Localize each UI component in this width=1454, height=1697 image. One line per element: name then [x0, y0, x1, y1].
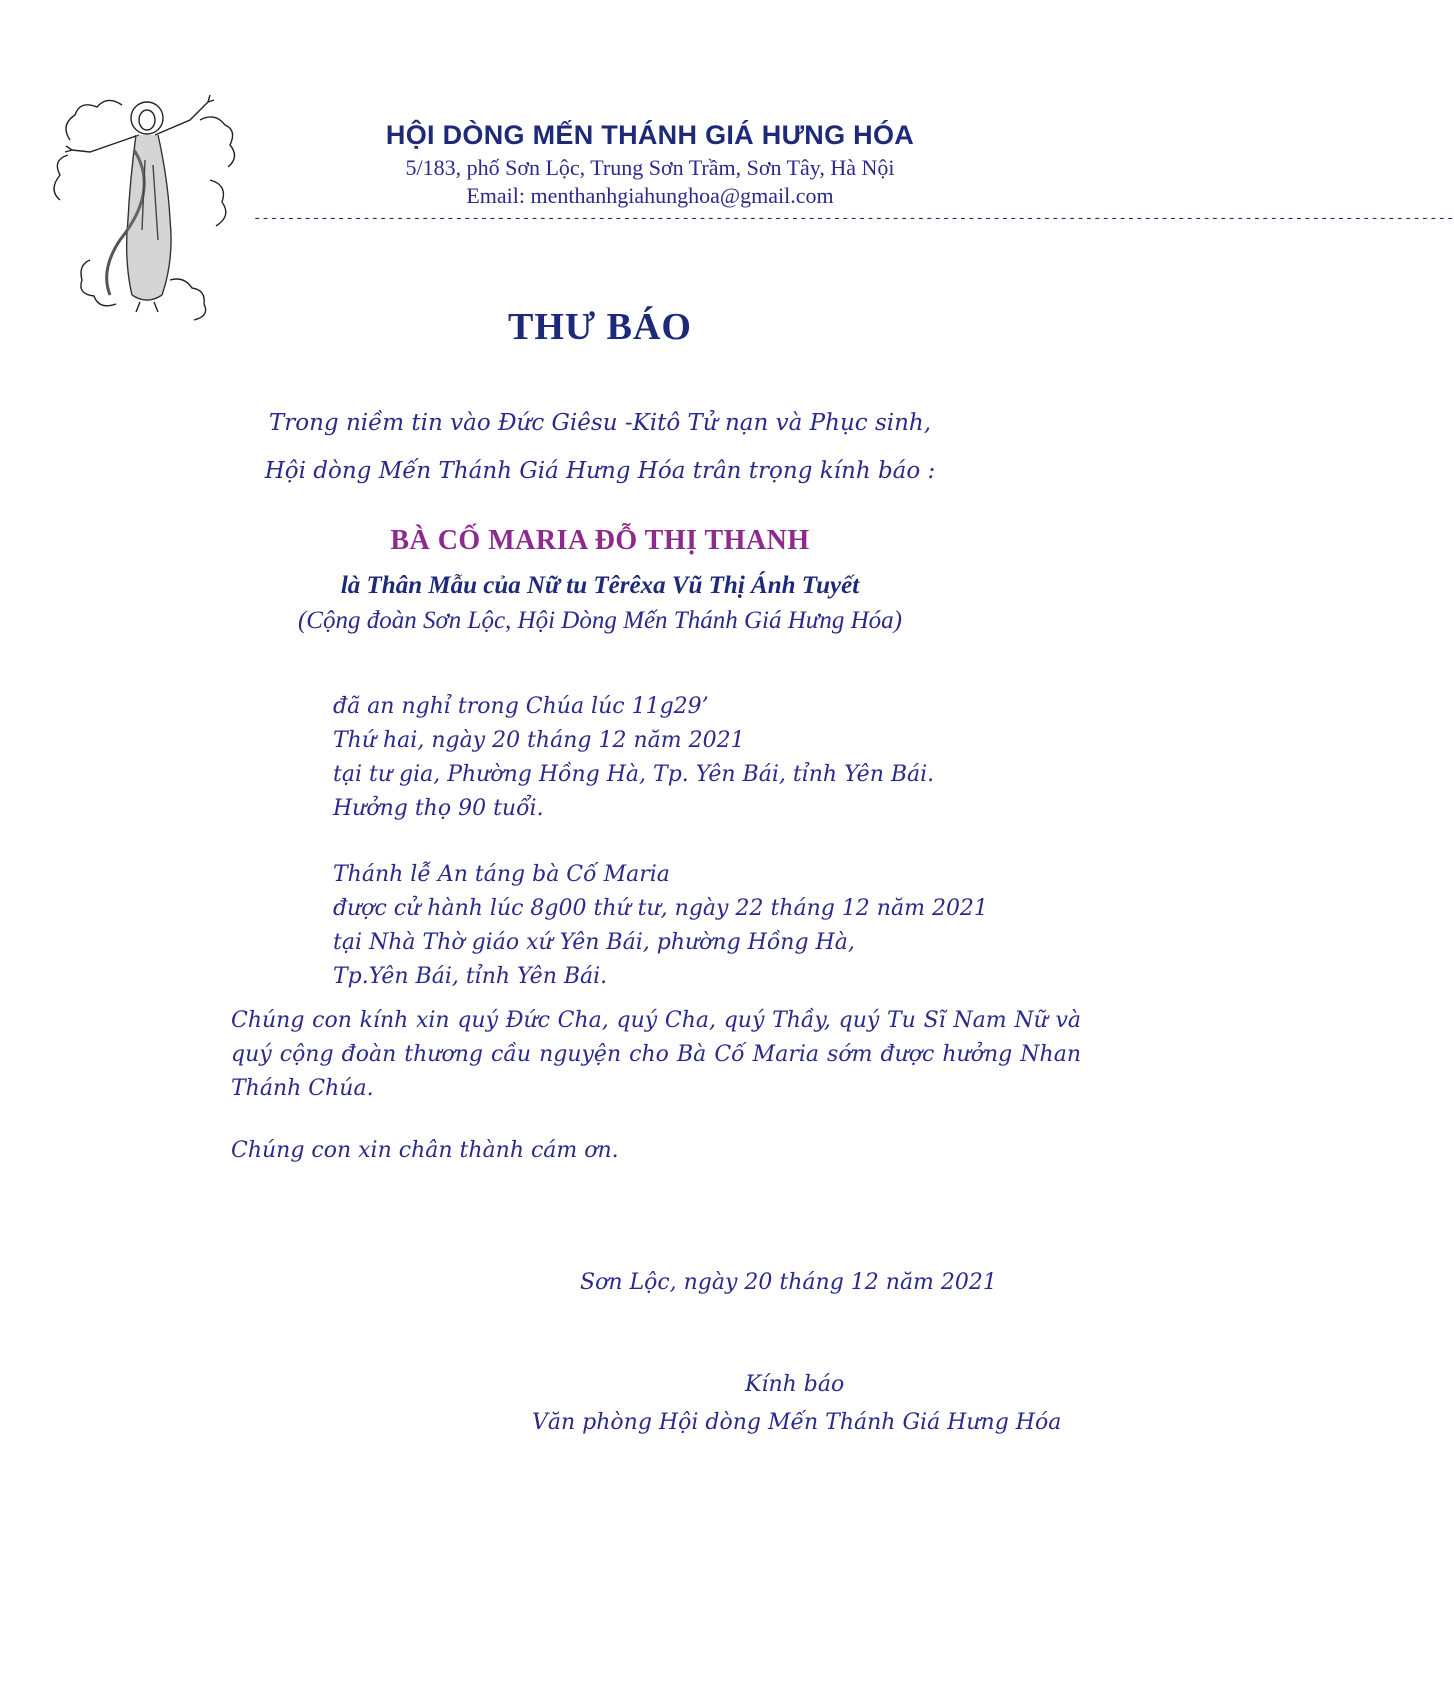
prayer-request: Chúng con kính xin quý Đức Cha, quý Cha, quý Thầy, quý Tu Sĩ Nam Nữ và quý cộng đoàn thương cầu nguyện cho Bà Cố Maria sớm được hưởng Nhan Thánh Chúa.	[231, 1008, 1081, 1101]
funeral-details	[333, 858, 988, 994]
signoff-greeting: Kính báo	[745, 1372, 845, 1397]
deceased-name: BÀ CỐ MARIA ĐỖ THỊ THANH	[390, 525, 810, 556]
community-note: (Cộng đoàn Sơn Lộc, Hội Dòng Mến Thánh Giá Hưng Hóa)	[297, 607, 903, 634]
passing-details	[333, 690, 934, 826]
intro-line-2: Hội dòng Mến Thánh Giá Hưng Hóa trân trọng kính báo :	[264, 458, 936, 484]
funeral-line: được cử hành lúc 8g00 thứ tư, ngày 22 tháng 12 năm 2021	[333, 896, 988, 921]
funeral-line: Thánh lễ An táng bà Cố Maria	[333, 862, 670, 887]
passing-line: Hưởng thọ 90 tuổi.	[333, 796, 544, 821]
risen-christ-icon	[50, 80, 240, 325]
passing-line: Thứ hai, ngày 20 tháng 12 năm 2021	[333, 728, 745, 753]
deceased-relation: là Thân Mẫu của Nữ tu Têrêxa Vũ Thị Ánh Tuyết	[340, 572, 860, 599]
header-divider: -----------------------------------------------------------------------------------------------------------------------------------------------	[253, 211, 1454, 227]
signoff-sender: Văn phòng Hội dòng Mến Thánh Giá Hưng Hóa	[532, 1410, 1062, 1435]
letter-title: THƯ BÁO	[508, 306, 692, 348]
funeral-line: Tp.Yên Bái, tỉnh Yên Bái.	[333, 964, 608, 989]
intro-line-1: Trong niềm tin vào Đức Giêsu -Kitô Tử nạn và Phục sinh,	[268, 410, 932, 436]
org-name: HỘI DÒNG MẾN THÁNH GIÁ HƯNG HÓA	[385, 120, 915, 150]
funeral-line: tại Nhà Thờ giáo xứ Yên Bái, phường Hồng Hà,	[333, 930, 855, 955]
letterhead	[250, 120, 1050, 209]
passing-line: đã an nghỉ trong Chúa lúc 11g29’	[333, 694, 709, 719]
letter-date: Sơn Lộc, ngày 20 tháng 12 năm 2021	[580, 1270, 997, 1295]
org-address: 5/183, phố Sơn Lộc, Trung Sơn Trầm, Sơn Tây, Hà Nội	[405, 155, 895, 180]
org-email: Email: menthanhgiahunghoa@gmail.com	[466, 183, 834, 208]
thanks-line: Chúng con xin chân thành cám ơn.	[231, 1138, 619, 1163]
passing-line: tại tư gia, Phường Hồng Hà, Tp. Yên Bái, tỉnh Yên Bái.	[333, 762, 935, 787]
